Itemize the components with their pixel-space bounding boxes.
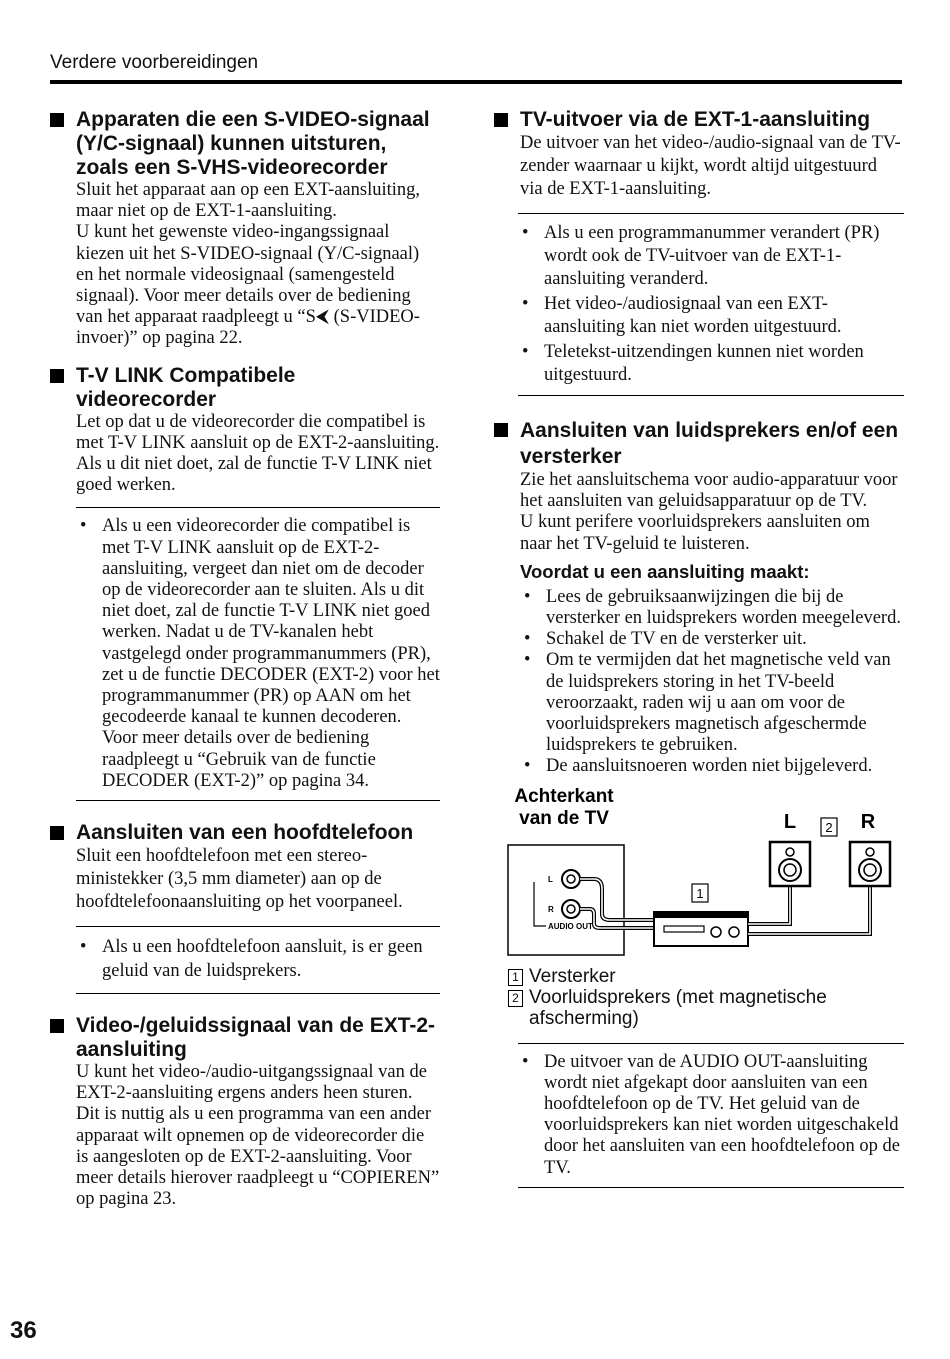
connection-diagram-svg	[494, 784, 904, 966]
jack-label-r: R	[548, 904, 554, 914]
section-heading: Aansluiten van luidsprekers en/of een versterker	[520, 419, 899, 468]
legend-item	[508, 987, 904, 1029]
list-item: • Als u een hoofdtelefoon aansluit, is er geen geluid van de luidsprekers.	[80, 937, 423, 982]
list-item: • Het video-/audiosignaal van een EXT-aansluiting kan niet worden uitgestuurd.	[522, 294, 842, 337]
speaker-label-r: R	[860, 810, 876, 833]
legend-text: Versterker	[529, 965, 616, 987]
subheading: Voordat u een aansluiting maakt:	[520, 560, 810, 582]
diagram-legend	[494, 966, 904, 1029]
list-item: • De uitvoer van de AUDIO OUT-aansluiting wordt niet afgekapt door aansluiten van een hoofdtelefoon op de TV. Het geluid van de voorluidsprekers kan niet worden uitgeschakeld door het aansluiten van een hoofdtelefoon op de TV.	[522, 1051, 901, 1178]
list-item: • Om te vermijden dat het magnetische veld van de luidsprekers storing in het TV-beeld veroorzaakt, raden wij u aan om voor de voorluidsprekers magnetisch afgeschermde luidsprekers te gebruiken.	[524, 650, 891, 756]
paragraph: De uitvoer van het video-/audio-signaal van de TV-zender waarnaar u kijkt, wordt altijd uitgestuurd via de EXT-1-aansluiting.	[520, 133, 901, 199]
paragraph: Zie het aansluitschema voor audio-apparatuur voor het aansluiten van geluidsapparatuur op de TV.	[520, 470, 898, 512]
bullet-icon: •	[524, 586, 531, 607]
bullet-icon: •	[524, 629, 531, 650]
section-tvlink	[50, 364, 440, 801]
paragraph: U kunt het gewenste video-ingangssignaal kiezen uit het S-VIDEO-signaal (Y/C-signaal) en het normale videosignaal (samengesteld signaal). Voor meer details over de bediening van het apparaat raadpleegt u “S⮜ (S-VIDEO-invoer)” op pagina 22.	[76, 222, 420, 349]
note-box	[518, 213, 904, 396]
left-column	[50, 108, 440, 1211]
legend-item	[508, 966, 904, 987]
bullet-icon: •	[524, 756, 531, 777]
section-ext2-output	[50, 1014, 440, 1210]
jack-label-l: L	[548, 874, 553, 884]
legend-number: 2	[508, 990, 523, 1007]
amplifier-knob-icon	[729, 927, 739, 937]
bullet-icon: •	[522, 342, 529, 362]
note-box	[76, 507, 440, 801]
section-heading: T-V LINK Compatibele videorecorder	[76, 363, 296, 411]
connection-diagram	[494, 784, 904, 966]
square-bullet-icon	[50, 1019, 64, 1033]
list-item: • De aansluitsnoeren worden niet bijgeleverd.	[524, 756, 873, 777]
section-speakers	[494, 418, 904, 1188]
header-rule	[50, 80, 902, 84]
tv-back-panel	[508, 845, 624, 955]
legend-text: Voorluidsprekers (met magnetische afscherming)	[529, 986, 827, 1029]
page-number: 36	[10, 1317, 37, 1344]
paragraph: U kunt perifere voorluidsprekers aansluiten om naar het TV-geluid te luisteren.	[520, 512, 870, 554]
square-bullet-icon	[50, 369, 64, 383]
audio-out-label: AUDIO OUT	[548, 921, 593, 931]
section-heading: Video-/geluidssignaal van de EXT-2-aansluiting	[76, 1014, 436, 1062]
legend-number: 1	[508, 969, 523, 986]
square-bullet-icon	[50, 113, 64, 127]
page-header: Verdere voorbereidingen	[50, 52, 259, 73]
list-item: • Als u een videorecorder die compatibel is met T-V LINK aansluit op de EXT-2-aansluiting, vergeet dan niet om de decoder op de videorecorder aan te sluiten. Als u dit niet doet, zal de functie T-V LINK niet goed werken. Nadat u de TV-kanalen hebt vastgelegd onder programmanummers (PR), zet u de functie DECODER (EXT-2) voor het programmanummer (PR) op AAN om het gecodeerde kanaal te kunnen decoderen. Voor meer details over de bediening raadpleegt u “Gebruik van de functie DECODER (EXT-2)” op pagina 34.	[80, 516, 440, 791]
cable-speaker-r	[748, 886, 870, 934]
speaker-left-icon	[770, 842, 810, 886]
list-item: • Teletekst-uitzendingen kunnen niet worden uitgestuurd.	[522, 342, 864, 385]
list-item: • Als u een programmanummer verandert (PR) wordt ook de TV-uitvoer van de EXT-1-aansluiting veranderd.	[522, 223, 880, 289]
amplifier-knob-icon	[711, 927, 721, 937]
section-ext1-output	[494, 108, 904, 396]
bullet-icon: •	[522, 223, 529, 243]
speaker-label-l: L	[783, 810, 797, 833]
section-heading: Apparaten die een S-VIDEO-signaal (Y/C-signaal) kunnen uitsturen, zoals een S-VHS-videorecorder	[76, 108, 430, 179]
marker-1: 1	[696, 885, 704, 901]
section-heading: TV-uitvoer via de EXT-1-aansluiting	[520, 108, 871, 131]
bullet-icon: •	[522, 294, 529, 314]
square-bullet-icon	[494, 113, 508, 127]
list-item: • Schakel de TV en de versterker uit.	[524, 629, 807, 650]
bullet-icon: •	[80, 516, 87, 537]
section-heading: Aansluiten van een hoofdtelefoon	[76, 821, 414, 845]
paragraph: U kunt het video-/audio-uitgangssignaal van de EXT-2-aansluiting ergens anders heen sturen. Dit is nuttig als u een programma van een ander apparaat wilt opnemen op de videorecorder die is aangesloten op de EXT-2-aansluiting. Voor meer details hierover raadpleegt u “COPIEREN” op pagina 23.	[76, 1062, 440, 1210]
paragraph: Let op dat u de videorecorder die compatibel is met T-V LINK aansluit op de EXT-2-aansluiting. Als u dit niet doet, zal de functie T-V LINK niet goed werken.	[76, 411, 440, 496]
bullet-icon: •	[524, 650, 531, 671]
bullet-icon: •	[522, 1051, 529, 1072]
paragraph: Sluit het apparaat aan op een EXT-aansluiting, maar niet op de EXT-1-aansluiting.	[76, 180, 421, 222]
speaker-right-icon	[850, 842, 890, 886]
square-bullet-icon	[494, 423, 508, 437]
note-box	[76, 926, 440, 994]
diagram-title-line1: Achterkant	[514, 785, 614, 807]
marker-2: 2	[825, 819, 833, 835]
diagram-title-line2: van de TV	[519, 807, 609, 829]
section-headphones	[50, 821, 440, 994]
cable-speaker-l	[748, 886, 790, 924]
bullet-icon: •	[80, 937, 87, 958]
paragraph: Sluit een hoofdtelefoon met een stereo-ministekker (3,5 mm diameter) aan op de hoofdtelefoonaansluiting op het voorpaneel.	[76, 846, 403, 913]
section-svideo	[50, 108, 440, 350]
square-bullet-icon	[50, 826, 64, 840]
note-box	[518, 1043, 904, 1188]
right-column	[494, 108, 904, 1188]
list-item: • Lees de gebruiksaanwijzingen die bij de versterker en luidsprekers worden meegeleverd.	[524, 586, 901, 629]
